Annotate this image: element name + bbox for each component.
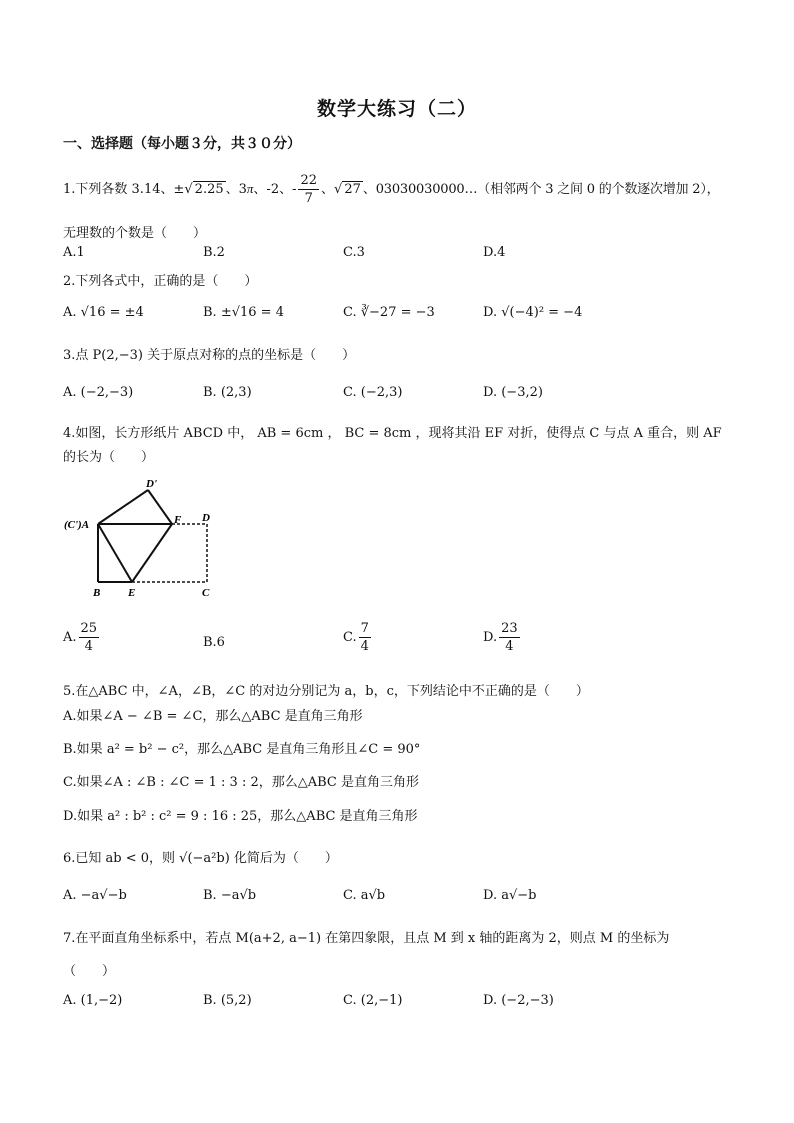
- fig-label-b: B: [93, 587, 101, 599]
- fig-label-e: E: [128, 587, 136, 599]
- q4-option-c-prefix: C.: [343, 630, 357, 645]
- fig-label-f: F: [174, 514, 182, 526]
- q4-option-c-frac: [359, 622, 371, 653]
- q4-stem-line2: 的长为（ ）: [63, 450, 155, 465]
- q1-sqrt1-value: 2.25: [194, 182, 224, 197]
- q1-frac-den: 7: [304, 191, 313, 206]
- q4-option-b[interactable]: B.6: [203, 635, 225, 650]
- fig-label-c1a: (C')A: [64, 519, 90, 531]
- q5-stem: 5.在△ABC 中，∠A，∠B，∠C 的对边分别记为 a，b，c，下列结论中不正确的是（ ）: [63, 684, 589, 699]
- q1-sqrt2: √ 27: [334, 182, 361, 197]
- q6-stem: 6.已知 ab < 0，则 √(−a²b) 化简后为（ ）: [63, 851, 338, 866]
- q7-option-a[interactable]: A. (1,−2): [63, 993, 123, 1008]
- fig-line-ad1: [98, 490, 148, 524]
- q2-option-b[interactable]: B. ±√16 = 4: [203, 305, 284, 320]
- q4-stem-line1: 4.如图，长方形纸片 ABCD 中， AB = 6cm ， BC = 8cm ，现将其沿 EF 对折，使得点 C 与点 A 重合，则 AF: [63, 426, 722, 441]
- q6-option-a[interactable]: A. −a√−b: [63, 888, 127, 903]
- q1-mid3: 、: [321, 182, 335, 197]
- q4-d-num: 23: [501, 621, 518, 636]
- q4-option-d-prefix: D.: [483, 630, 498, 645]
- q1-stem-line1: [63, 174, 719, 205]
- page-title: 数学大练习（二）: [316, 98, 477, 120]
- q1-option-a[interactable]: A.1: [63, 245, 85, 260]
- q1-tail: 、03030030000…（相邻两个 3 之间 0 的个数逐次增加 2），: [362, 182, 720, 197]
- q7-option-c[interactable]: C. (2,−1): [343, 993, 403, 1008]
- q7-stem-line1: 7.在平面直角坐标系中，若点 M(a+2, a−1) 在第四象限，且点 M 到 x 轴的距离为 2，则点 M 的坐标为: [63, 931, 670, 946]
- q7-option-b[interactable]: B. (5,2): [203, 993, 252, 1008]
- fig-label-d: D: [202, 512, 210, 524]
- q3-option-c[interactable]: C. (−2,3): [343, 385, 403, 400]
- q2-option-d[interactable]: D. √(−4)² = −4: [483, 305, 583, 320]
- fig-line-d1f: [148, 490, 172, 524]
- q4-d-den: 4: [505, 639, 514, 654]
- q4-option-c[interactable]: [343, 622, 373, 653]
- q5-option-a[interactable]: A.如果∠A − ∠B = ∠C，那么△ABC 是直角三角形: [63, 709, 363, 724]
- q1-pre: 1.下列各数 3.14、±: [63, 182, 185, 197]
- q6-option-d[interactable]: D. a√−b: [483, 888, 537, 903]
- q4-option-a-frac: [79, 622, 100, 653]
- q1-sqrt2-value: 27: [344, 182, 361, 197]
- q2-stem: 2.下列各式中，正确的是（ ）: [63, 274, 258, 289]
- q1-mid1: 、3: [225, 182, 247, 197]
- q1-option-d[interactable]: D.4: [483, 245, 506, 260]
- q1-option-c[interactable]: C.3: [343, 245, 365, 260]
- section-heading: 一、选择题（每小题３分，共３０分）: [63, 136, 301, 152]
- q4-a-den: 4: [84, 639, 93, 654]
- q1-option-b[interactable]: B.2: [203, 245, 225, 260]
- fig-label-d1: D': [146, 478, 157, 490]
- q1-mid2: 、-2、-: [253, 182, 297, 197]
- q4-figure: [62, 474, 222, 604]
- q5-option-c[interactable]: C.如果∠A : ∠B : ∠C = 1 : 3 : 2，那么△ABC 是直角三角形: [63, 775, 419, 790]
- fig-label-c: C: [202, 587, 210, 599]
- q4-option-a-prefix: A.: [63, 630, 77, 645]
- q5-option-d[interactable]: D.如果 a² : b² : c² = 9 : 16 : 25，那么△ABC 是直角三角形: [63, 809, 418, 824]
- q2-option-a[interactable]: A. √16 = ±4: [63, 305, 144, 320]
- q4-option-d[interactable]: [483, 622, 522, 653]
- fig-line-ef: [132, 524, 172, 582]
- fig-line-ae: [98, 524, 132, 582]
- q2-option-c[interactable]: C. ∛−27 = −3: [343, 305, 435, 320]
- q1-fraction: [298, 174, 319, 205]
- q4-option-d-frac: [499, 622, 520, 653]
- q3-stem: 3.点 P(2,−3) 关于原点对称的点的坐标是（ ）: [63, 348, 356, 363]
- q1-pi: π: [246, 181, 254, 196]
- q7-option-d[interactable]: D. (−2,−3): [483, 993, 554, 1008]
- q3-option-a[interactable]: A. (−2,−3): [63, 385, 134, 400]
- q3-option-b[interactable]: B. (2,3): [203, 385, 252, 400]
- q6-option-b[interactable]: B. −a√b: [203, 888, 257, 903]
- q4-option-a[interactable]: [63, 622, 101, 653]
- q1-sqrt1: √ 2.25: [184, 182, 224, 197]
- q4-c-num: 7: [360, 621, 369, 636]
- q3-option-d[interactable]: D. (−3,2): [483, 385, 543, 400]
- q4-a-num: 25: [80, 621, 98, 636]
- q6-option-c[interactable]: C. a√b: [343, 888, 386, 903]
- q5-option-b[interactable]: B.如果 a² = b² − c²，那么△ABC 是直角三角形且∠C = 90°: [63, 742, 421, 757]
- q1-stem-line2: 无理数的个数是（ ）: [63, 226, 207, 241]
- q1-frac-num: 22: [300, 173, 318, 188]
- q4-c-den: 4: [360, 639, 369, 654]
- q7-stem-line2: （ ）: [63, 964, 116, 979]
